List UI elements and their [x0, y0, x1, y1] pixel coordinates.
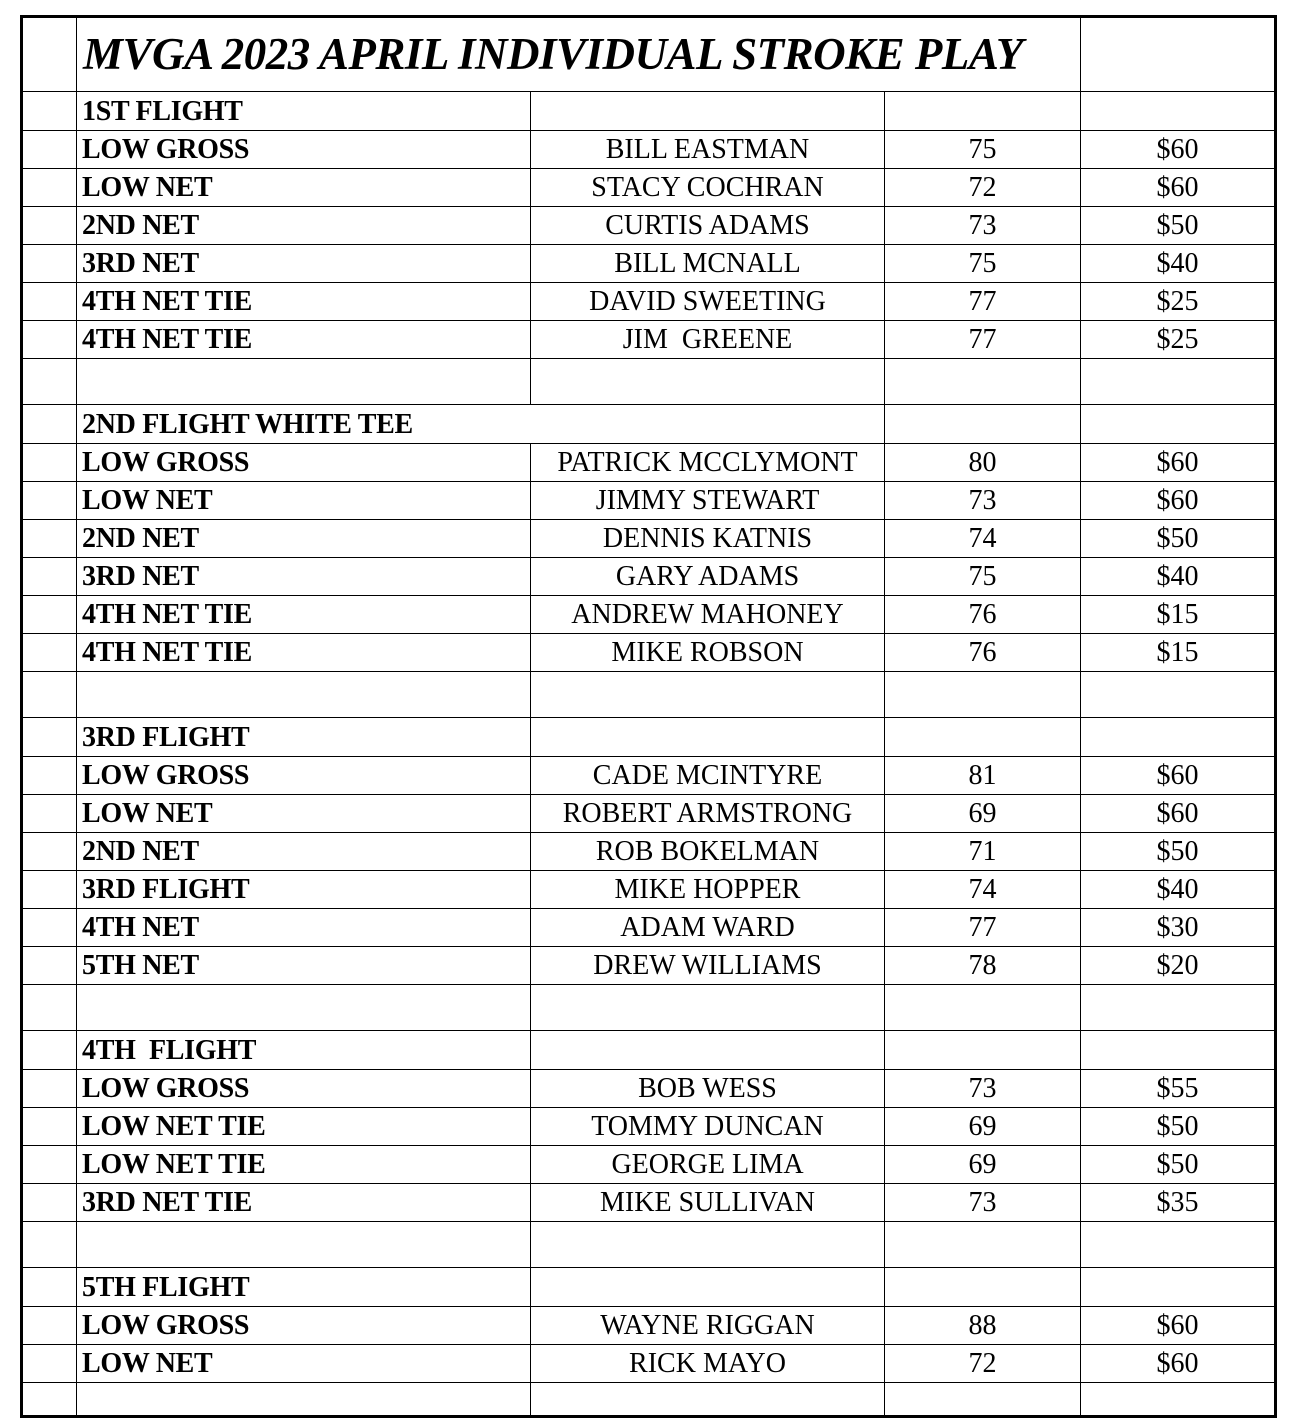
empty-cell: [531, 359, 885, 405]
index-cell: [22, 321, 77, 359]
spacer-row: [22, 359, 1276, 405]
player-name: JIM GREENE: [531, 321, 885, 359]
empty-cell: [531, 1031, 885, 1070]
flight-header: 5TH FLIGHT: [77, 1268, 531, 1307]
prize-amount: $50: [1081, 833, 1276, 871]
title-row: [22, 17, 1276, 92]
index-cell: [22, 1031, 77, 1070]
index-cell: [22, 1268, 77, 1307]
player-name: JIMMY STEWART: [531, 482, 885, 520]
player-score: 73: [885, 1184, 1081, 1222]
table-row: [22, 947, 1276, 985]
award-label: 2ND NET: [77, 520, 531, 558]
index-cell: [22, 909, 77, 947]
player-score: 73: [885, 1070, 1081, 1108]
award-label: 4TH NET TIE: [77, 634, 531, 672]
table-row: [22, 520, 1276, 558]
award-label: LOW NET: [77, 1345, 531, 1383]
index-cell: [22, 1108, 77, 1146]
table-row: [22, 482, 1276, 520]
prize-amount: $25: [1081, 321, 1276, 359]
flight-header-row: [22, 405, 1276, 444]
prize-amount: $30: [1081, 909, 1276, 947]
prize-amount: $60: [1081, 795, 1276, 833]
player-name: BOB WESS: [531, 1070, 885, 1108]
player-score: 77: [885, 321, 1081, 359]
flight-header-row: [22, 718, 1276, 757]
award-label: LOW GROSS: [77, 1070, 531, 1108]
index-cell: [22, 1345, 77, 1383]
player-score: 73: [885, 482, 1081, 520]
table-row: [22, 169, 1276, 207]
player-name: PATRICK MCCLYMONT: [531, 444, 885, 482]
player-name: MIKE SULLIVAN: [531, 1184, 885, 1222]
index-cell: [22, 444, 77, 482]
empty-cell: [885, 1383, 1081, 1417]
table-row: [22, 245, 1276, 283]
award-label: LOW NET: [77, 795, 531, 833]
prize-amount: $25: [1081, 283, 1276, 321]
prize-amount: $55: [1081, 1070, 1276, 1108]
table-row: [22, 1146, 1276, 1184]
award-label: 3RD NET: [77, 558, 531, 596]
award-label: 4TH NET TIE: [77, 283, 531, 321]
player-name: ANDREW MAHONEY: [531, 596, 885, 634]
prize-amount: $15: [1081, 634, 1276, 672]
award-label: 3RD NET TIE: [77, 1184, 531, 1222]
index-cell: [22, 558, 77, 596]
index-cell: [22, 207, 77, 245]
empty-cell: [1081, 985, 1276, 1031]
player-score: 72: [885, 169, 1081, 207]
player-score: 76: [885, 596, 1081, 634]
index-cell: [22, 871, 77, 909]
table-row: [22, 444, 1276, 482]
empty-cell: [531, 672, 885, 718]
player-name: BILL EASTMAN: [531, 131, 885, 169]
empty-cell: [885, 1268, 1081, 1307]
player-score: 69: [885, 795, 1081, 833]
index-cell: [22, 283, 77, 321]
empty-cell: [77, 359, 531, 405]
player-name: MIKE HOPPER: [531, 871, 885, 909]
index-cell: [22, 482, 77, 520]
empty-cell: [531, 1222, 885, 1268]
player-name: BILL MCNALL: [531, 245, 885, 283]
table-row: [22, 1345, 1276, 1383]
award-label: LOW GROSS: [77, 444, 531, 482]
empty-cell: [1081, 718, 1276, 757]
player-score: 75: [885, 131, 1081, 169]
empty-cell: [1081, 1383, 1276, 1417]
flight-header: 4TH FLIGHT: [77, 1031, 531, 1070]
table-row: [22, 871, 1276, 909]
flight-header: 1ST FLIGHT: [77, 92, 531, 131]
player-name: STACY COCHRAN: [531, 169, 885, 207]
table-row: [22, 558, 1276, 596]
table-row: [22, 207, 1276, 245]
prize-amount: $15: [1081, 596, 1276, 634]
empty-cell: [1081, 1222, 1276, 1268]
empty-cell: [1081, 359, 1276, 405]
table-row: [22, 1184, 1276, 1222]
index-cell: [22, 833, 77, 871]
award-label: LOW NET TIE: [77, 1146, 531, 1184]
table-row: [22, 321, 1276, 359]
prize-amount: $20: [1081, 947, 1276, 985]
index-cell: [22, 1307, 77, 1345]
empty-cell: [885, 718, 1081, 757]
award-label: 4TH NET: [77, 909, 531, 947]
index-cell: [22, 131, 77, 169]
prize-amount: $50: [1081, 520, 1276, 558]
player-name: GARY ADAMS: [531, 558, 885, 596]
player-score: 76: [885, 634, 1081, 672]
table-row: [22, 833, 1276, 871]
spacer-row: [22, 672, 1276, 718]
player-name: CADE MCINTYRE: [531, 757, 885, 795]
index-cell: [22, 947, 77, 985]
award-label: LOW NET TIE: [77, 1108, 531, 1146]
flight-header: 2ND FLIGHT WHITE TEE: [77, 405, 885, 444]
prize-amount: $60: [1081, 1345, 1276, 1383]
prize-amount: $60: [1081, 131, 1276, 169]
award-label: 4TH NET TIE: [77, 596, 531, 634]
prize-amount: $60: [1081, 169, 1276, 207]
index-cell: [22, 718, 77, 757]
index-cell: [22, 757, 77, 795]
empty-cell: [885, 985, 1081, 1031]
player-score: 69: [885, 1108, 1081, 1146]
empty-cell: [885, 672, 1081, 718]
player-score: 81: [885, 757, 1081, 795]
player-score: 74: [885, 520, 1081, 558]
player-score: 71: [885, 833, 1081, 871]
player-name: DAVID SWEETING: [531, 283, 885, 321]
index-cell: [22, 405, 77, 444]
award-label: LOW NET: [77, 482, 531, 520]
award-label: LOW GROSS: [77, 1307, 531, 1345]
prize-amount: $40: [1081, 245, 1276, 283]
player-name: RICK MAYO: [531, 1345, 885, 1383]
award-label: LOW GROSS: [77, 131, 531, 169]
player-name: ROB BOKELMAN: [531, 833, 885, 871]
player-score: 78: [885, 947, 1081, 985]
player-score: 77: [885, 909, 1081, 947]
results-table: [20, 15, 1277, 1418]
empty-cell: [531, 1268, 885, 1307]
index-cell: [22, 1184, 77, 1222]
award-label: LOW NET: [77, 169, 531, 207]
prize-amount: $60: [1081, 444, 1276, 482]
empty-cell: [1081, 92, 1276, 131]
prize-amount: $60: [1081, 757, 1276, 795]
player-name: CURTIS ADAMS: [531, 207, 885, 245]
empty-cell: [1081, 405, 1276, 444]
index-cell: [22, 92, 77, 131]
player-score: 75: [885, 558, 1081, 596]
player-score: 73: [885, 207, 1081, 245]
table-row: [22, 1108, 1276, 1146]
award-label: 5TH NET: [77, 947, 531, 985]
table-row: [22, 131, 1276, 169]
flight-header: 3RD FLIGHT: [77, 718, 531, 757]
prize-amount: $50: [1081, 207, 1276, 245]
prize-amount: $50: [1081, 1146, 1276, 1184]
table-row: [22, 909, 1276, 947]
empty-cell: [531, 718, 885, 757]
index-cell: [22, 169, 77, 207]
empty-cell: [885, 359, 1081, 405]
table-row: [22, 634, 1276, 672]
player-name: DENNIS KATNIS: [531, 520, 885, 558]
index-cell: [22, 596, 77, 634]
award-label: LOW GROSS: [77, 757, 531, 795]
flight-header-row: [22, 1268, 1276, 1307]
empty-cell: [531, 985, 885, 1031]
index-cell: [22, 1146, 77, 1184]
empty-cell: [77, 672, 531, 718]
prize-amount: $35: [1081, 1184, 1276, 1222]
empty-cell: [22, 359, 77, 405]
empty-cell: [531, 92, 885, 131]
index-cell: [22, 245, 77, 283]
player-name: ROBERT ARMSTRONG: [531, 795, 885, 833]
player-name: ADAM WARD: [531, 909, 885, 947]
player-score: 72: [885, 1345, 1081, 1383]
empty-cell: [22, 985, 77, 1031]
index-cell: [22, 520, 77, 558]
prize-amount: $40: [1081, 871, 1276, 909]
spacer-row: [22, 985, 1276, 1031]
empty-cell: [1081, 1268, 1276, 1307]
empty-cell: [77, 985, 531, 1031]
prize-amount: $60: [1081, 482, 1276, 520]
empty-cell: [22, 672, 77, 718]
table-row: [22, 1070, 1276, 1108]
empty-cell: [885, 1222, 1081, 1268]
prize-amount: $50: [1081, 1108, 1276, 1146]
award-label: 2ND NET: [77, 833, 531, 871]
award-label: 4TH NET TIE: [77, 321, 531, 359]
prize-amount: $60: [1081, 1307, 1276, 1345]
player-score: 75: [885, 245, 1081, 283]
index-cell: [22, 1070, 77, 1108]
prize-amount: $40: [1081, 558, 1276, 596]
flight-header-row: [22, 92, 1276, 131]
player-name: MIKE ROBSON: [531, 634, 885, 672]
player-name: DREW WILLIAMS: [531, 947, 885, 985]
award-label: 2ND NET: [77, 207, 531, 245]
table-row: [22, 596, 1276, 634]
empty-cell: [22, 1383, 77, 1417]
empty-cell: [77, 1383, 531, 1417]
player-name: GEORGE LIMA: [531, 1146, 885, 1184]
spacer-row: [22, 1222, 1276, 1268]
player-score: 69: [885, 1146, 1081, 1184]
player-score: 88: [885, 1307, 1081, 1345]
index-cell: [22, 17, 77, 92]
empty-cell: [885, 92, 1081, 131]
empty-cell: [531, 1383, 885, 1417]
empty-cell: [22, 1222, 77, 1268]
index-cell: [22, 795, 77, 833]
table-row: [22, 1307, 1276, 1345]
table-row: [22, 795, 1276, 833]
award-label: 3RD NET: [77, 245, 531, 283]
player-score: 77: [885, 283, 1081, 321]
empty-cell: [1081, 672, 1276, 718]
index-cell: [22, 634, 77, 672]
spacer-row: [22, 1383, 1276, 1417]
flight-header-row: [22, 1031, 1276, 1070]
player-score: 80: [885, 444, 1081, 482]
empty-cell: [885, 405, 1081, 444]
player-name: TOMMY DUNCAN: [531, 1108, 885, 1146]
player-score: 74: [885, 871, 1081, 909]
table-row: [22, 283, 1276, 321]
empty-cell: [1081, 1031, 1276, 1070]
page-title: MVGA 2023 APRIL INDIVIDUAL STROKE PLAY: [77, 17, 1081, 92]
table-row: [22, 757, 1276, 795]
empty-cell: [1081, 17, 1276, 92]
empty-cell: [885, 1031, 1081, 1070]
player-name: WAYNE RIGGAN: [531, 1307, 885, 1345]
empty-cell: [77, 1222, 531, 1268]
award-label: 3RD FLIGHT: [77, 871, 531, 909]
